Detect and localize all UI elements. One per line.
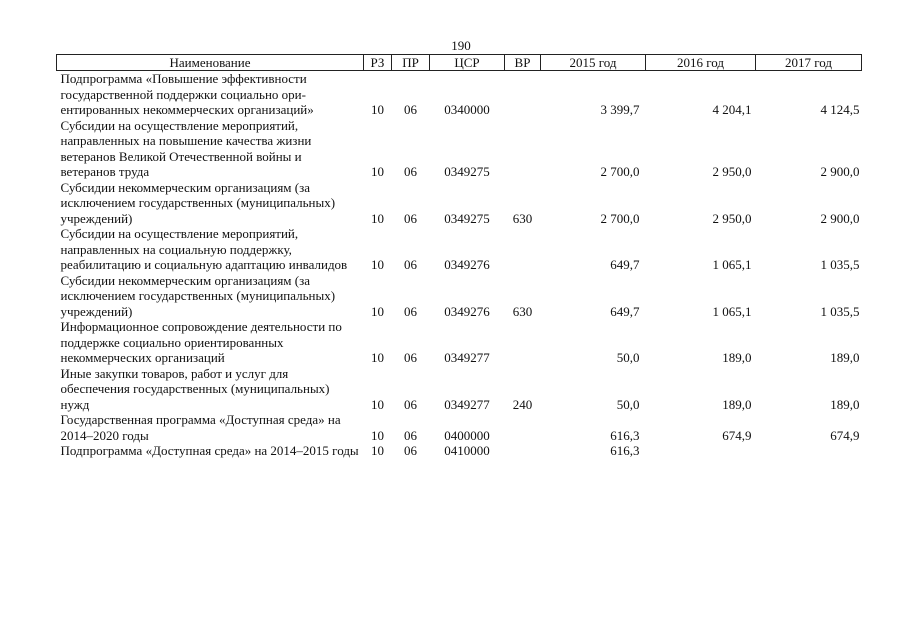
page-number: 190 [451,38,471,53]
row-value-2016: 1 065,1 [712,257,752,272]
table-row [57,273,862,320]
row-pr: 06 [404,396,417,412]
row-value-2015: 2 700,0 [600,164,640,179]
header-year-2017: 2017 год [756,55,862,71]
row-pr: 06 [404,303,417,319]
row-csr: 0400000 [444,427,490,443]
row-rz: 10 [371,303,384,319]
row-vr [505,118,541,180]
table-row [57,412,862,443]
row-rz: 10 [371,443,384,458]
row-rz: 10 [371,164,384,179]
row-pr: 06 [404,427,417,443]
row-value-2017: 2 900,0 [820,210,860,226]
table-row [57,319,862,366]
row-value-2016: 2 950,0 [712,210,752,226]
row-value-2017: 674,9 [830,427,860,443]
header-rz: РЗ [364,55,392,71]
header-vr: ВР [505,55,541,71]
row-vr: 240 [512,396,533,412]
budget-table [56,54,862,459]
row-pr: 06 [404,257,417,272]
row-value-2016 [646,443,756,459]
row-value-2015: 50,0 [616,350,640,365]
header-row [57,55,862,71]
row-value-2017: 189,0 [830,350,860,365]
row-name: Подпрограмма «Повышение эффективности государственной поддержки социально ориентированных некоммерческих организаций» [60,71,314,117]
row-value-2016: 4 204,1 [712,102,752,117]
row-value-2016: 189,0 [722,396,752,412]
table-row [57,71,862,118]
row-name: Субсидии на осуществление мероприятий, направленных на повышение качества жизни ветеранов Великой Отечественной войны и ветеранов труда [60,117,312,179]
row-vr [505,412,541,443]
header-csr: ЦСР [430,55,505,71]
table-row [57,443,862,459]
row-name: Субсидии некоммерческим организациям (за исключением государственных (муниципальных) учреждений) [60,179,336,226]
row-value-2017: 4 124,5 [820,102,860,117]
row-vr: 630 [512,210,533,226]
row-value-2015: 649,7 [610,257,640,272]
row-pr: 06 [404,350,417,365]
row-vr [505,71,541,118]
table-body [57,71,862,459]
row-vr [505,226,541,273]
table-header [57,55,862,71]
table-row [57,118,862,180]
row-value-2016: 2 950,0 [712,164,752,179]
row-value-2017: 2 900,0 [820,164,860,179]
row-rz: 10 [371,427,384,443]
row-value-2017: 1 035,5 [820,303,860,319]
row-rz: 10 [371,102,384,117]
row-rz: 10 [371,350,384,365]
row-value-2017 [756,443,862,459]
row-value-2015: 616,3 [610,427,640,443]
row-name: Информационное сопровождение деятельности по поддержке социально ориентированных некоммерческих организаций [60,319,342,365]
row-rz: 10 [371,396,384,412]
row-pr: 06 [404,443,417,458]
row-csr: 0340000 [444,102,490,117]
row-csr: 0349275 [444,210,490,226]
header-year-2015: 2015 год [541,55,646,71]
row-vr: 630 [512,303,533,319]
row-value-2016: 1 065,1 [712,303,752,319]
row-pr: 06 [404,102,417,117]
row-name: Иные закупки товаров, работ и услуг для обеспечения государственных (муниципальных) нужд [60,365,330,412]
header-year-2016: 2016 год [646,55,756,71]
row-vr [505,443,541,459]
row-name: Государственная программа «Доступная среда» на 2014–2020 годы [60,412,341,443]
row-value-2017: 1 035,5 [820,257,860,272]
row-vr [505,319,541,366]
row-rz: 10 [371,210,384,226]
row-csr: 0349276 [444,257,490,272]
table-row [57,366,862,413]
row-csr: 0349277 [444,396,490,412]
row-value-2015: 50,0 [616,396,640,412]
row-value-2015: 2 700,0 [600,210,640,226]
row-value-2016: 189,0 [722,350,752,365]
row-csr: 0349275 [444,164,490,179]
row-value-2015: 616,3 [610,443,640,458]
table-row [57,226,862,273]
row-value-2015: 649,7 [610,303,640,319]
row-rz: 10 [371,257,384,272]
row-pr: 06 [404,210,417,226]
row-name: Подпрограмма «Доступная среда» на 2014–2015 годы [60,443,359,458]
header-pr: ПР [392,55,430,71]
row-csr: 0349277 [444,350,490,365]
row-value-2017: 189,0 [830,396,860,412]
header-name: Наименование [57,55,364,71]
table-row [57,180,862,227]
row-value-2016: 674,9 [722,427,752,443]
row-value-2015: 3 399,7 [600,102,640,117]
row-csr: 0410000 [444,443,490,458]
row-pr: 06 [404,164,417,179]
row-csr: 0349276 [444,303,490,319]
row-name: Субсидии на осуществление мероприятий, направленных на социальную поддержку, реабилитацию и социальную адаптацию инвалидов [60,226,348,272]
row-name: Субсидии некоммерческим организациям (за исключением государственных (муниципальных) учреждений) [60,272,336,319]
